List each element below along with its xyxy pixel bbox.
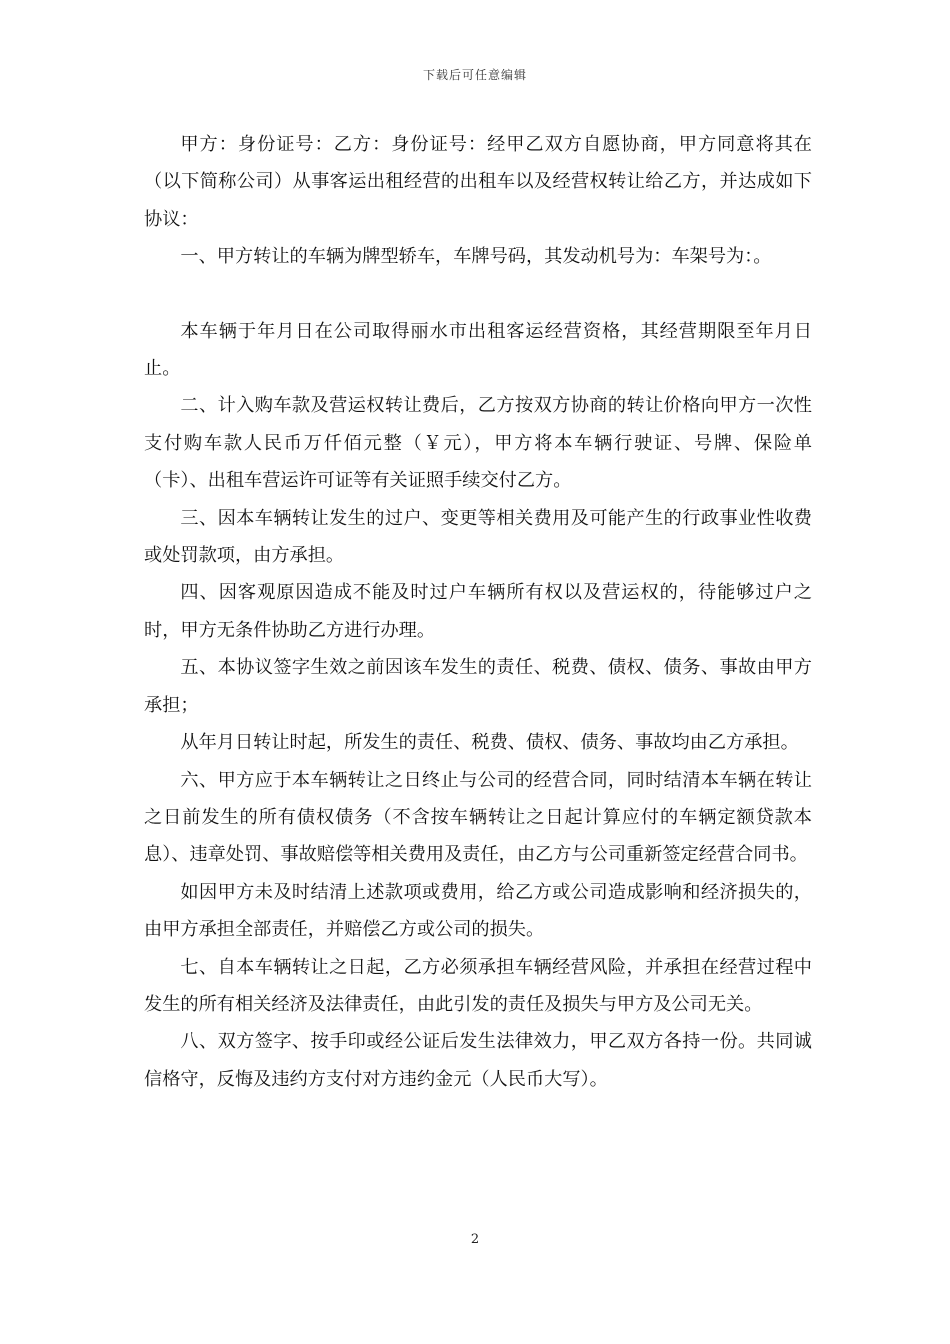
- paragraph-clause-1: 一、甲方转让的车辆为牌型轿车，车牌号码，其发动机号为：车架号为：。: [180, 246, 772, 268]
- paragraph-clause-8: 八、双方签字、按手印或经公证后发生法律效力，甲乙双方各持一份。共同诚信格守，反悔及违约方支付对方违约金元（人民币大写）。: [144, 1031, 812, 1090]
- paragraph-clause-7: 七、自本车辆转让之日起，乙方必须承担车辆经营风险，并承担在经营过程中发生的所有相关经济及法律责任，由此引发的责任及损失与甲方及公司无关。: [144, 956, 812, 1015]
- paragraph-clause-6-cont: 如因甲方未及时结清上述款项或费用，给乙方或公司造成影响和经济损失的，由甲方承担全部责任，并赔偿乙方或公司的损失。: [144, 881, 812, 941]
- document-body: [144, 126, 812, 1098]
- paragraph-preamble: 甲方：身份证号：乙方：身份证号：经甲乙双方自愿协商，甲方同意将其在（以下简称公司）从事客运出租经营的出租车以及经营权转让给乙方，并达成如下协议：: [144, 134, 812, 230]
- paragraph-clause-3: 三、因本车辆转让发生的过户、变更等相关费用及可能产生的行政事业性收费或处罚款项，由方承担。: [144, 507, 812, 567]
- paragraph-clause-6: 六、甲方应于本车辆转让之日终止与公司的经营合同，同时结清本车辆在转让之日前发生的所有债权债务（不含按车辆转让之日起计算应付的车辆定额贷款本息）、违章处罚、事故赔偿等相关费用及责任，由乙方与公司重新签定经营合同书。: [144, 769, 812, 866]
- paragraph-clause-5-cont: 从年月日转让时起，所发生的责任、税费、债权、债务、事故均由乙方承担。: [180, 732, 799, 754]
- page-header: 下载后可任意编辑: [422, 68, 527, 82]
- page-number: 2: [470, 1232, 480, 1247]
- paragraph-clause-2: 二、计入购车款及营运权转让费后，乙方按双方协商的转让价格向甲方一次性支付购车款人民币万仟佰元整（￥元），甲方将本车辆行驶证、号牌、保险单（卡）、出租车营运许可证等有关证照手续交付乙方。: [144, 395, 812, 492]
- paragraph-clause-1-term: 本车辆于年月日在公司取得丽水市出租客运经营资格，其经营期限至年月日止。: [144, 320, 812, 380]
- paragraph-clause-5: 五、本协议签字生效之前因该车发生的责任、税费、债权、债务、事故由甲方承担；: [144, 657, 812, 716]
- paragraph-clause-4: 四、因客观原因造成不能及时过户车辆所有权以及营运权的，待能够过户之时，甲方无条件协助乙方进行办理。: [144, 582, 812, 641]
